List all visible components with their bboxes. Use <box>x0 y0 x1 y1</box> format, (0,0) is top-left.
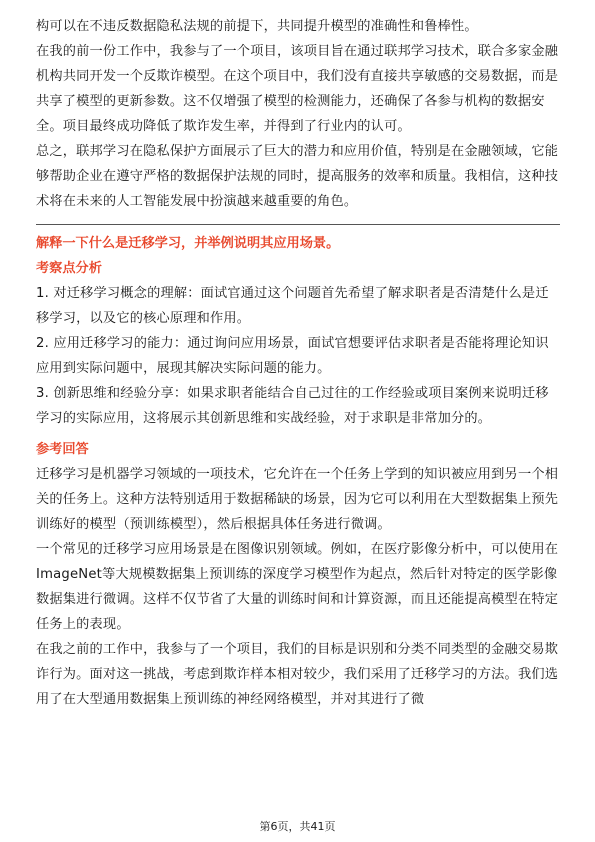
summary-paragraph: 总之，联邦学习在隐私保护方面展示了巨大的潜力和应用价值，特别是在金融领域，它能够帮助企业在遵守严格的数据保护法规的同时，提高服务的效率和质量。我相信，这种技术将在未来的人工智能发展中扮演越来越重要的角色。 <box>36 144 559 209</box>
question-heading: 解释一下什么是迁移学习，并举例说明其应用场景。 <box>36 236 340 251</box>
analysis-point: 2. 应用迁移学习的能力：通过询问应用场景，面试官想要评估求职者是否能将理论知识应用到实际问题中，展现其解决实际问题的能力。 <box>36 336 549 376</box>
answer-heading: 参考回答 <box>36 442 89 457</box>
answer-paragraph: 在我之前的工作中，我参与了一个项目，我们的目标是识别和分类不同类型的金融交易欺诈行为。面对这一挑战，考虑到欺诈样本相对较少，我们采用了迁移学习的方法。我们选用了在大型通用数据集上预训练的神经网络模型，并对其进行了微 <box>36 642 559 707</box>
continued-paragraph: 构可以在不违反数据隐私法规的前提下，共同提升模型的准确性和鲁棒性。 <box>36 19 478 34</box>
document-page <box>36 14 560 712</box>
example-paragraph: 在我的前一份工作中，我参与了一个项目，该项目旨在通过联邦学习技术，联合多家金融机构共同开发一个反欺诈模型。在这个项目中，我们没有直接共享敏感的交易数据，而是共享了模型的更新参数。这不仅增强了模型的检测能力，还确保了各参与机构的数据安全。项目最终成功降低了欺诈发生率，并得到了行业内的认可。 <box>36 44 559 134</box>
answer-paragraph: 一个常见的迁移学习应用场景是在图像识别领域。例如，在医疗影像分析中，可以使用在ImageNet等大规模数据集上预训练的深度学习模型作为起点，然后针对特定的医学影像数据集进行微调。这样不仅节省了大量的训练时间和计算资源，而且还能提高模型在特定任务上的表现。 <box>36 542 559 632</box>
answer-paragraph: 迁移学习是机器学习领域的一项技术，它允许在一个任务上学到的知识被应用到另一个相关的任务上。这种方法特别适用于数据稀缺的场景，因为它可以利用在大型数据集上预先训练好的模型（预训练模型），然后根据具体任务进行微调。 <box>36 467 559 532</box>
analysis-point: 3. 创新思维和经验分享：如果求职者能结合自己过往的工作经验或项目案例来说明迁移学习的实际应用，这将展示其创新思维和实战经验，对于求职是非常加分的。 <box>36 386 549 426</box>
page-number: 第6页，共41页 <box>259 820 336 833</box>
analysis-point: 1. 对迁移学习概念的理解：面试官通过这个问题首先希望了解求职者是否清楚什么是迁移学习，以及它的核心原理和作用。 <box>36 286 549 326</box>
section-divider <box>36 224 560 225</box>
analysis-heading: 考察点分析 <box>36 261 102 276</box>
